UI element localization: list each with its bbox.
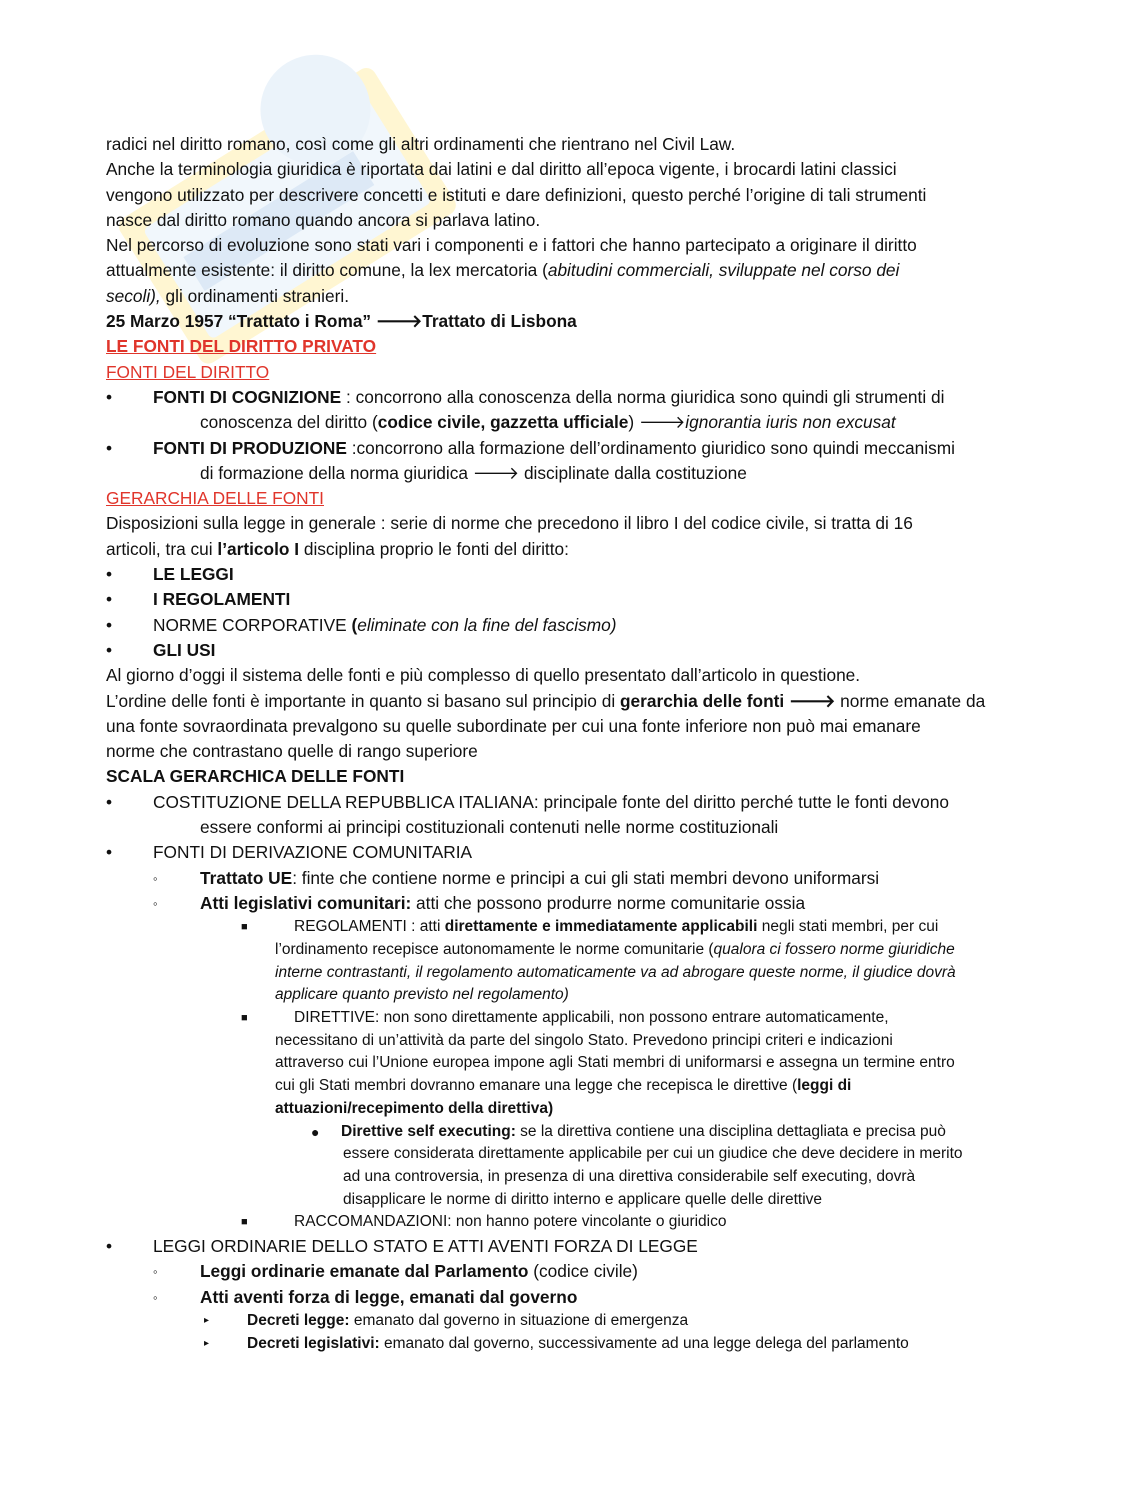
paragraph-line: Al giorno d’oggi il sistema delle fonti e più complesso di quello presentato dall’articolo in questione.	[106, 665, 861, 686]
paragraph-line: Disposizioni sulla legge in generale : serie di norme che precedono il libro I del codice civile, si tratta di 16	[106, 513, 913, 534]
triangle-bullet-icon: ▸	[204, 1337, 210, 1349]
bullet-icon: •	[106, 639, 113, 660]
paragraph-line: L’ordine delle fonti è importante in quanto si basano sul principio di gerarchia delle fonti 🡒 norme emanate da	[106, 690, 986, 711]
scala-title: SCALA GERARCHICA DELLE FONTI	[106, 766, 405, 787]
list-item: • GLI USI	[106, 638, 1046, 663]
list-item: • I REGOLAMENTI	[106, 587, 1046, 612]
subsection-heading: FONTI DEL DIRITTO	[106, 361, 270, 382]
list-item: • LEGGI ORDINARIE DELLO STATO E ATTI AVENTI FORZA DI LEGGE	[106, 1234, 1046, 1259]
paragraph-line: necessitano di un’attività da parte del singolo Stato. Prevedono principi criteri e indicazioni	[275, 1031, 893, 1049]
list-item: • FONTI DI COGNIZIONE : concorrono alla conoscenza della norma giuridica sono quindi gli strumenti di conoscenza del diritto (codice civile, gazzetta ufficiale) 🡒ignorantia iuris non excusat	[106, 386, 945, 433]
bullet-icon: •	[106, 842, 113, 863]
arrow-icon: 🡒	[638, 412, 686, 433]
bullet-icon: •	[106, 564, 113, 585]
paragraph-line: secoli), gli ordinamenti stranieri.	[106, 285, 350, 306]
section-title: LE FONTI DEL DIRITTO PRIVATO	[106, 336, 377, 357]
sub-list-item: ◦ Atti legislativi comunitari: atti che possono produrre norme comunitarie ossia	[106, 891, 1046, 916]
bullet-icon: •	[106, 589, 113, 610]
circle-bullet-icon: ◦	[153, 895, 158, 911]
bullet-icon: •	[106, 386, 113, 407]
sub-sub-list-item: ■ RACCOMANDAZIONI: non hanno potere vincolante o giuridico	[106, 1211, 1046, 1234]
sub-sub-list-item: ■ DIRETTIVE: non sono direttamente applicabili, non possono entrare automaticamente,	[106, 1007, 1046, 1030]
paragraph-line: ad una controversia, in presenza di una direttiva considerabile self executing, dovrà	[343, 1167, 916, 1185]
sub-sub-list-item: ▸ Decreti legge: emanato dal governo in situazione di emergenza	[106, 1310, 1046, 1333]
square-bullet-icon: ■	[241, 921, 248, 934]
paragraph-line: essere considerata direttamente applicabile per cui un giudice che deve decidere in merito	[343, 1145, 963, 1163]
paragraph-line: interne contrastanti, il regolamento automaticamente va ad abrogare queste norme, il giudice dovrà	[275, 963, 956, 981]
paragraph-line: applicare quanto previsto nel regolamento)	[275, 986, 569, 1004]
paragraph-line: disapplicare le norme di diritto interno e applicare quelle delle direttive	[343, 1190, 823, 1208]
paragraph-line: vengono utilizzato per descrivere concetti e istituti e dare definizioni, questo perché l’origine di tali strumenti	[106, 184, 927, 205]
sub-sub-list-item: ▸ Decreti legislativi: emanato dal governo, successivamente ad una legge delega del parlamento	[106, 1333, 1046, 1356]
bullet-icon: •	[106, 1236, 113, 1257]
sub-sub-sub-list-item: ● Direttive self executing: se la direttiva contiene una disciplina dettagliata e precisa può	[106, 1121, 1046, 1144]
bullet-icon: •	[106, 437, 113, 458]
arrow-icon: 🡒	[375, 311, 423, 332]
paragraph-line: norme che contrastano quelle di rango superiore	[106, 741, 478, 762]
treaty-line: 25 Marzo 1957 “Trattato i Roma” 🡒Trattato di Lisbona	[106, 311, 577, 332]
paragraph-line: nasce dal diritto romano quando ancora si parlava latino.	[106, 209, 541, 230]
dot-bullet-icon: ●	[311, 1123, 320, 1140]
paragraph-line: articoli, tra cui l’articolo I disciplina proprio le fonti del diritto:	[106, 538, 569, 559]
sub-sub-list-item: ■ REGOLAMENTI : atti direttamente e immediatamente applicabili negli stati membri, per cui	[106, 916, 1046, 939]
list-item: • NORME CORPORATIVE (eliminate con la fine del fascismo)	[106, 613, 1046, 638]
paragraph-line: l’ordinamento recepisce autonomamente le norme comunitarie (qualora ci fossero norme giuridiche	[275, 940, 955, 958]
paragraph-line: una fonte sovraordinata prevalgono su quelle subordinate per cui una fonte inferiore non può mai emanare	[106, 715, 921, 736]
circle-bullet-icon: ◦	[153, 870, 158, 886]
square-bullet-icon: ■	[241, 1216, 248, 1229]
square-bullet-icon: ■	[241, 1012, 248, 1025]
paragraph-line: Anche la terminologia giuridica è riportata dai latini e dal diritto all’epoca vigente, i brocardi latini classici	[106, 159, 897, 180]
circle-bullet-icon: ◦	[153, 1264, 158, 1280]
sub-list-item: ◦ Leggi ordinarie emanate dal Parlamento (codice civile)	[106, 1259, 1046, 1284]
list-item: • COSTITUZIONE DELLA REPUBBLICA ITALIANA: principale fonte del diritto perché tutte le fonti devono essere conformi ai principi costituzionali contenuti nelle norme costituzionali	[106, 791, 949, 838]
arrow-icon: 🡒	[788, 690, 836, 711]
subsection-heading: GERARCHIA DELLE FONTI	[106, 488, 324, 509]
paragraph-line: radici nel diritto romano, così come gli altri ordinamenti che rientrano nel Civil Law.	[106, 134, 736, 154]
paragraph-line: attraverso cui l’Unione europea impone agli Stati membri di uniformarsi e assegna un termine entro	[275, 1054, 955, 1072]
sub-list-item: ◦ Atti aventi forza di legge, emanati dal governo	[106, 1285, 1046, 1310]
paragraph-line: attuazioni/recepimento della direttiva)	[275, 1099, 554, 1117]
bullet-icon: •	[106, 791, 113, 812]
arrow-icon: 🡒	[472, 462, 520, 483]
paragraph-line: cui gli Stati membri dovranno emanare una legge che recepisca le direttive (leggi di	[275, 1077, 852, 1095]
paragraph-line: attualmente esistente: il diritto comune, la lex mercatoria (abitudini commerciali, sviluppate nel corso dei	[106, 260, 900, 281]
circle-bullet-icon: ◦	[153, 1289, 158, 1305]
list-item: • FONTI DI PRODUZIONE :concorrono alla formazione dell’ordinamento giuridico sono quindi meccanismi di formazione della norma giuridica 🡒 disciplinate dalla costituzione	[106, 437, 955, 483]
list-item: • LE LEGGI	[106, 562, 1046, 587]
triangle-bullet-icon: ▸	[204, 1314, 210, 1326]
sub-list-item: ◦ Trattato UE: finte che contiene norme e principi a cui gli stati membri devono uniformarsi	[106, 866, 1046, 891]
bullet-icon: •	[106, 614, 113, 635]
list-item: • FONTI DI DERIVAZIONE COMUNITARIA	[106, 840, 1046, 865]
paragraph-line: Nel percorso di evoluzione sono stati vari i componenti e i fattori che hanno partecipato a originare il diritto	[106, 235, 917, 256]
document-page	[106, 132, 1046, 1355]
